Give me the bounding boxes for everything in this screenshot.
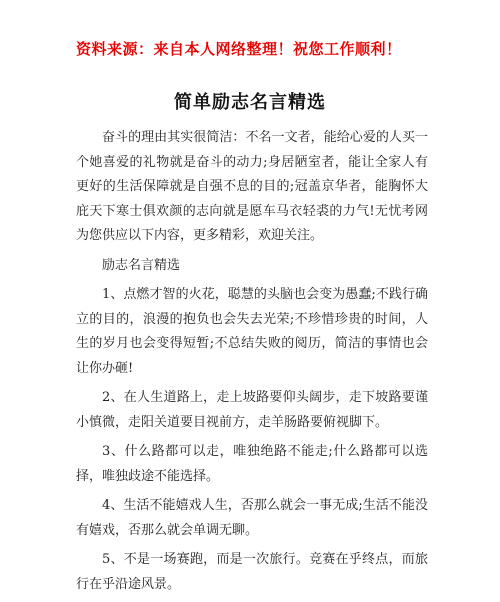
quote-paragraph-3: 3、什么路都可以走，唯独绝路不能走;什么路都可以选择，唯独歧途不能选择。 (76, 444, 428, 484)
intro-paragraph: 奋斗的理由其实很简洁：不名一文者，能给心爱的人买一个她喜爱的礼物就是奋斗的动力;身居陋室者，能让全家人有更好的生活保障就是自强不息的目的;冠盖京华者，能胸怀大庇天下寒士俱欢颜的志向就是愿车马衣轻裘的力气!无忧考网为您供应以下内容，更多精彩，欢迎关注。 (76, 130, 428, 243)
page-title: 简单励志名言精选 (174, 92, 326, 113)
source-banner: 资料来源：来自本人网络整理！祝您工作顺利！ (76, 40, 402, 58)
section-heading: 励志名言精选 (102, 257, 181, 273)
quote-paragraph-5: 5、不是一场赛跑，而是一次旅行。竞赛在乎终点，而旅行在乎沿途风景。 (76, 552, 428, 592)
quote-paragraph-2: 2、在人生道路上，走上坡路要仰头阔步，走下坡路要谨小慎微，走阳关道要目视前方，走羊肠路要俯视脚下。 (76, 390, 428, 430)
quote-paragraph-4: 4、生活不能嬉戏人生，否那么就会一事无成;生活不能没有嬉戏，否那么就会单调无聊。 (76, 498, 428, 538)
document-body (76, 126, 428, 602)
quote-paragraph-1: 1、点燃才智的火花，聪慧的头脑也会变为愚蠢;不践行确立的目的，浪漫的抱负也会失去光荣;不珍惜珍贵的时间，人生的岁月也会变得短暂;不总结失败的阅历，简洁的事情也会让你办砸! (76, 287, 428, 376)
